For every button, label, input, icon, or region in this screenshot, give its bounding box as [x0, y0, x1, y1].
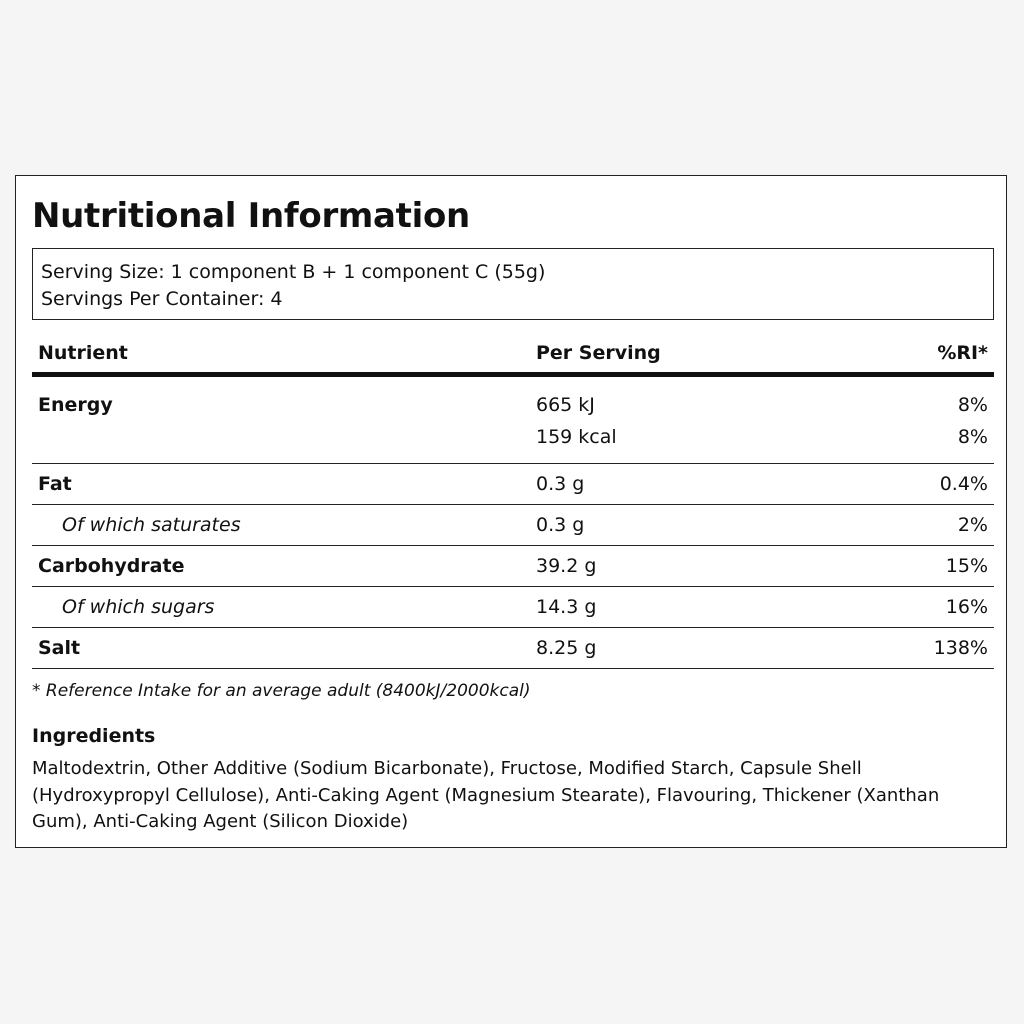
per-serving-value: 8.25 g [536, 637, 597, 659]
per-serving-value: 0.3 g [536, 514, 585, 536]
table-row-energy [32, 377, 994, 464]
header-nutrient: Nutrient [38, 342, 128, 364]
energy-kj: 665 kJ [536, 394, 595, 416]
table-row [32, 464, 994, 505]
serving-info-box [32, 248, 994, 320]
nutrient-name: Of which sugars [62, 596, 215, 618]
nutrition-panel [15, 175, 1007, 848]
energy-kj-ri: 8% [957, 394, 988, 416]
ri-value: 138% [933, 637, 988, 659]
servings-per-container: Servings Per Container: 4 [41, 288, 283, 310]
ri-value: 2% [957, 514, 988, 536]
ri-value: 15% [945, 555, 988, 577]
serving-size: Serving Size: 1 component B + 1 component C (55g) [41, 261, 546, 283]
table-header [32, 336, 994, 377]
energy-kcal: 159 kcal [536, 426, 617, 448]
nutrient-name: Energy [38, 394, 113, 416]
nutrition-table [32, 336, 994, 669]
header-ri: %RI* [937, 342, 988, 364]
table-row [32, 587, 994, 628]
table-row [32, 628, 994, 669]
per-serving-value: 39.2 g [536, 555, 597, 577]
ri-value: 16% [945, 596, 988, 618]
table-row [32, 505, 994, 546]
nutrient-name: Of which saturates [62, 514, 241, 536]
ri-value: 0.4% [939, 473, 988, 495]
header-per-serving: Per Serving [536, 342, 661, 364]
ingredients-heading: Ingredients [32, 725, 156, 747]
per-serving-value: 0.3 g [536, 473, 585, 495]
energy-kcal-ri: 8% [957, 426, 988, 448]
reference-intake-footnote: * Reference Intake for an average adult (8400kJ/2000kcal) [32, 681, 531, 701]
nutrient-name: Salt [38, 637, 81, 659]
nutrient-name: Fat [38, 473, 72, 495]
page-title: Nutritional Information [32, 196, 470, 236]
per-serving-value: 14.3 g [536, 596, 597, 618]
ingredients-list: Maltodextrin, Other Additive (Sodium Bicarbonate), Fructose, Modified Starch, Capsule Shell (Hydroxypropyl Cellulose), Anti-Caking Agent (Magnesium Stearate), Flavouring, Thickener (Xanthan Gum), Anti-Caking Agent (Silicon Dioxide) [32, 758, 940, 832]
table-row [32, 546, 994, 587]
nutrient-name: Carbohydrate [38, 555, 185, 577]
